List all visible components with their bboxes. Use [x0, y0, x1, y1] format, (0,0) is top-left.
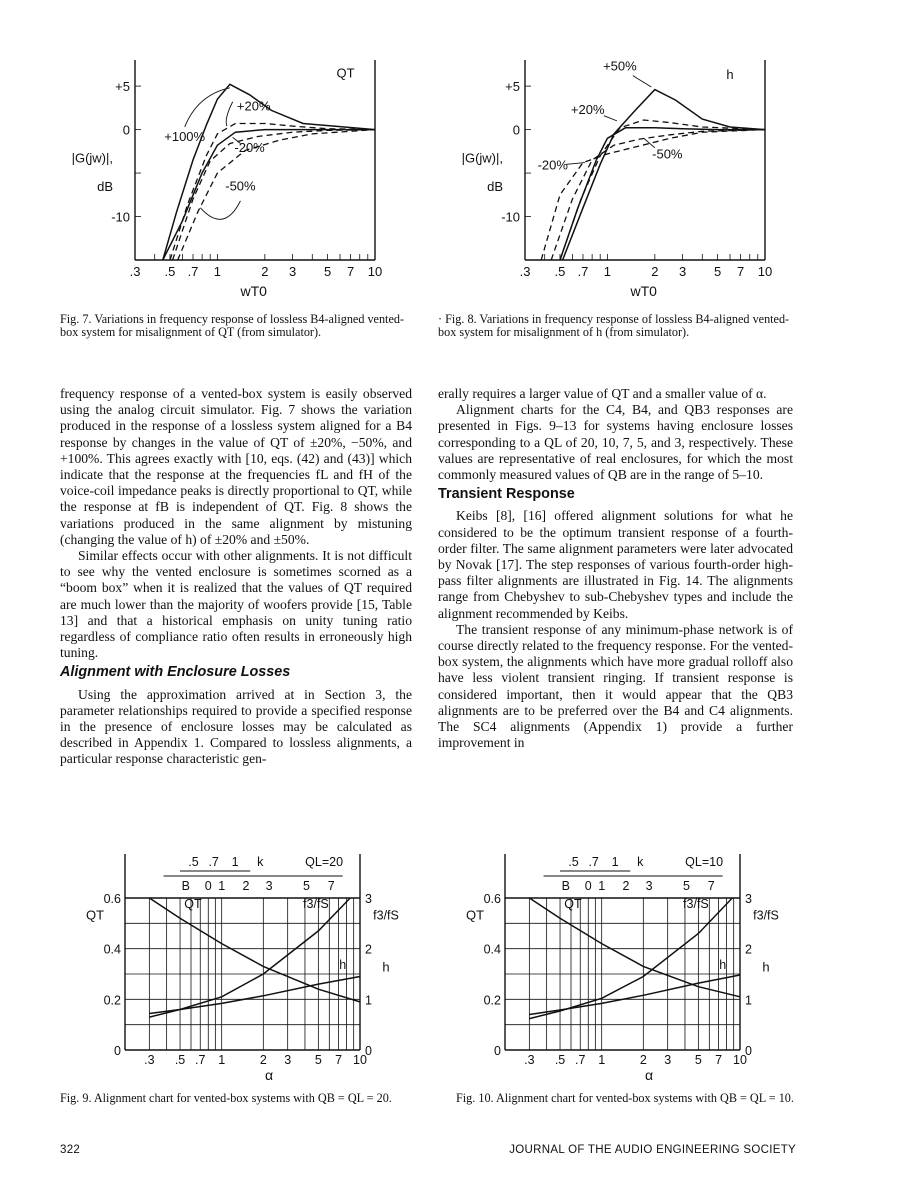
- top-scale-b-label: 2: [622, 879, 630, 893]
- x-tick-label: 7: [346, 264, 355, 279]
- top-scale-b-label: 7: [707, 879, 715, 893]
- figure-7: [71, 55, 400, 305]
- x-axis-label: wT0: [630, 283, 657, 299]
- y-tick-label: 0.2: [483, 993, 501, 1008]
- y-tick-label: 0: [122, 122, 130, 138]
- series-label: f3/fS: [683, 897, 709, 912]
- right-paragraph-4: The transient response of any minimum-phase network is of course directly related to the frequency response. For the vented-box system, the alignments which have more gradual rolloff also have less violent transient ringing. If transient response is considered important, then it would appear that the QB3 alignments are to be preferred over the B4 and C4 alignments. The SC4 alignments (Appendix 1) provide a further improvement in: [438, 621, 793, 751]
- curve-qt: [529, 898, 740, 997]
- top-scale-b-label: 0: [584, 879, 592, 893]
- x-tick-label: 10: [353, 1053, 367, 1067]
- annotation-label: +20%: [570, 101, 605, 117]
- x-tick-label: .5: [174, 1053, 186, 1067]
- y2-tick-label: 3: [745, 892, 752, 906]
- annotation-label: -50%: [652, 146, 683, 162]
- section-heading-enclosure-losses: Alignment with Enclosure Losses: [60, 664, 291, 681]
- y-tick-label: 0: [512, 122, 520, 138]
- x-tick-label: 2: [639, 1053, 647, 1067]
- fig10-caption: Fig. 10. Alignment chart for vented-box systems with QB = QL = 10.: [456, 1091, 794, 1105]
- annotation-label: -50%: [225, 178, 256, 194]
- fig8-chart: [461, 55, 790, 305]
- y-tick-label: +5: [505, 79, 520, 95]
- left-paragraph-1: frequency response of a vented-box system is easily observed using the analog circuit simulator. Fig. 7 shows the variation produced in the response of a lossless system aligned for a B4 response by changes in the value of QT of ±20%, −50%, and +100%. This agrees exactly with [10, eqs. (42) and (43)] which indicate that the response at the frequencies fL and fH of the voice-coil impedance peaks is directly proportional to QT, while the response at fB is independent of QT. Fig. 8 shows the variations produced in the same alignment by mistuning (changing the value of h) of ±20% and ±50%.: [60, 386, 412, 547]
- top-scale-b-label: 3: [645, 879, 653, 893]
- top-scale-k-label: .7: [208, 855, 219, 869]
- top-scale-k-label: 1: [611, 855, 619, 869]
- series-label: QT: [564, 897, 582, 912]
- top-scale-b-label: 1: [598, 879, 606, 893]
- x-tick-label: 7: [736, 264, 745, 279]
- x-tick-label: .5: [164, 264, 176, 279]
- x-tick-label: .5: [554, 1053, 566, 1067]
- x-tick-label: 3: [284, 1053, 292, 1067]
- journal-name: JOURNAL OF THE AUDIO ENGINEERING SOCIETY: [509, 1144, 796, 1156]
- top-scale-b-label: B: [181, 879, 190, 893]
- curve--50-: [178, 130, 375, 260]
- annotation-leader: [633, 76, 651, 87]
- top-scale-k-label: .5: [568, 855, 579, 869]
- left-column: [60, 386, 412, 768]
- y2-axis-label: f3/fS: [373, 908, 399, 923]
- series-label: h: [719, 957, 727, 972]
- y-axis-label: |G(jw)|,: [461, 150, 503, 166]
- right-column: [438, 386, 793, 751]
- figure-10: [460, 850, 790, 1090]
- top-scale-k-label: .5: [188, 855, 199, 869]
- top-scale-b-label: 2: [242, 879, 250, 893]
- y2-axis-label-h: h: [762, 959, 770, 975]
- curve-qt-nominal: [163, 130, 375, 260]
- top-scale-k-label: .7: [588, 855, 599, 869]
- annotation-leader: [226, 102, 232, 126]
- top-scale-b-label: 3: [265, 879, 273, 893]
- y-tick-label: 0.6: [483, 892, 501, 906]
- x-tick-label: 5: [694, 1053, 702, 1067]
- fig8-caption: · Fig. 8. Variations in frequency response of lossless B4-aligned vented-box system for misalignment of h (from simulator).: [438, 312, 790, 340]
- annotation-label: -20%: [537, 157, 568, 173]
- x-tick-label: .3: [129, 264, 141, 279]
- y-axis-label: |G(jw)|,: [71, 150, 113, 166]
- y-tick-label: 0: [114, 1044, 121, 1058]
- curve-h: [149, 977, 360, 1014]
- curve--20-: [170, 124, 375, 261]
- x-tick-label: .7: [187, 264, 199, 279]
- x-tick-label: .7: [577, 264, 589, 279]
- top-scale-b-label: 0: [204, 879, 212, 893]
- y-axis-label-unit: dB: [487, 178, 503, 194]
- x-tick-label: 5: [713, 264, 722, 279]
- annotation-leader: [200, 201, 240, 219]
- top-scale-k-label: 1: [231, 855, 239, 869]
- y2-tick-label: 1: [745, 993, 752, 1008]
- x-tick-label: 1: [603, 264, 612, 279]
- right-paragraph-2: Alignment charts for the C4, B4, and QB3 responses are presented in Figs. 9–13 for systems having enclosure losses corresponding to a QL of 20, 10, 7, 5, and 3, respectively. These values are representative of real enclosures, for which the most commonly measured values of QB are in the range of 5–10.: [438, 402, 793, 483]
- series-label: QT: [184, 897, 202, 912]
- page-number: 322: [60, 1144, 81, 1156]
- curve-qt: [149, 898, 360, 1002]
- annotation-leader: [604, 116, 617, 121]
- x-tick-label: 5: [314, 1053, 322, 1067]
- y-tick-label: 0.6: [103, 892, 121, 906]
- x-tick-label: 1: [218, 1053, 226, 1067]
- x-tick-label: .5: [554, 264, 566, 279]
- x-tick-label: 3: [678, 264, 687, 279]
- curve--20-: [173, 130, 375, 260]
- x-axis-label: wT0: [240, 283, 267, 299]
- x-tick-label: 7: [335, 1053, 343, 1067]
- top-scale-b-label: 1: [218, 879, 226, 893]
- y-tick-label: 0.4: [483, 942, 501, 957]
- x-tick-label: 10: [367, 264, 383, 279]
- x-tick-label: 2: [651, 264, 659, 279]
- top-scale-k-label: k: [257, 855, 264, 869]
- x-tick-label: 2: [261, 264, 269, 279]
- x-axis-label: α: [644, 1067, 654, 1083]
- left-paragraph-3: Using the approximation arrived at in Section 3, the parameter relationships required to provide a specified response in the presence of enclosure losses may be calculated as described in Appendix 1. Compared to lossless alignments, a particular response characteristic gen-: [60, 686, 412, 767]
- x-tick-label: 1: [598, 1053, 606, 1067]
- y-tick-label: 0.2: [103, 993, 121, 1008]
- fig9-chart: [80, 850, 410, 1090]
- fig7-chart: [71, 55, 400, 305]
- top-scale-b-label: 7: [327, 879, 335, 893]
- x-tick-label: .3: [519, 264, 531, 279]
- y2-tick-label: 3: [365, 892, 372, 906]
- y-tick-label: +5: [115, 79, 130, 95]
- y2-axis-label-h: h: [382, 959, 390, 975]
- y2-tick-label: 1: [365, 993, 372, 1008]
- y2-tick-label: 0: [745, 1044, 752, 1058]
- x-tick-label: 10: [757, 264, 773, 279]
- legend-ql: QL=20: [305, 855, 344, 869]
- legend-ql: QL=10: [685, 855, 724, 869]
- x-tick-label: 3: [288, 264, 297, 279]
- annotation-label: +20%: [236, 98, 271, 114]
- fig7-caption: Fig. 7. Variations in frequency response of lossless B4-aligned vented-box system for misalignment of QT (from simulator).: [60, 312, 405, 340]
- series-label: h: [339, 957, 347, 972]
- right-paragraph-1: erally requires a larger value of QT and a smaller value of α.: [438, 386, 767, 401]
- annotation-label: h: [726, 67, 734, 83]
- series-label: f3/fS: [303, 897, 329, 912]
- y-axis-label-unit: dB: [97, 178, 113, 194]
- y-axis-label: QT: [465, 907, 485, 923]
- left-paragraph-2: Similar effects occur with other alignments. It is not difficult to see why the vented enclosure is sometimes scorned as a “boom box” when it is realized that the values of QT required are much lower than the majority of woofers provide [15, Table 13] and that a historical emphasis on unity tuning ratio regardless of compliance ratio often results in erroneously high tuning.: [60, 548, 412, 661]
- top-scale-b-label: 5: [682, 879, 690, 893]
- y-axis-label: QT: [85, 907, 105, 923]
- x-tick-label: .3: [524, 1053, 535, 1067]
- y-tick-label: -10: [111, 209, 130, 225]
- x-tick-label: 1: [213, 264, 222, 279]
- x-tick-label: 7: [715, 1053, 723, 1067]
- top-scale-b-label: B: [561, 879, 570, 893]
- annotation-label: +100%: [164, 128, 206, 144]
- fig9-caption: Fig. 9. Alignment chart for vented-box systems with QB = QL = 20.: [60, 1091, 392, 1105]
- annotation-label: QT: [336, 65, 355, 81]
- x-tick-label: 2: [259, 1053, 267, 1067]
- x-tick-label: 10: [733, 1053, 747, 1067]
- y2-axis-label: f3/fS: [753, 908, 779, 923]
- x-tick-label: .7: [195, 1053, 206, 1067]
- figure-8: [461, 55, 790, 305]
- right-paragraph-3: Keibs [8], [16] offered alignment solutions for what he considered to be the optimum transient response of a fourth-order filter. The same alignment parameters were later advocated by Novak [17]. The step responses of various fourth-order high-pass filter alignments are illustrated in Fig. 14. The alignments range from Chebyshev to sub-Chebyshev types and include the alignment recommended by Keibs.: [438, 508, 793, 621]
- x-tick-label: .7: [575, 1053, 586, 1067]
- y-tick-label: 0.4: [103, 942, 121, 957]
- x-tick-label: .3: [144, 1053, 155, 1067]
- annotation-label: +50%: [603, 58, 637, 74]
- y2-tick-label: 2: [365, 942, 372, 957]
- y-tick-label: 0: [494, 1044, 501, 1058]
- section-heading-transient-response: Transient Response: [438, 486, 575, 503]
- y2-tick-label: 2: [745, 942, 752, 957]
- y-tick-label: -10: [501, 209, 520, 225]
- top-scale-b-label: 5: [302, 879, 310, 893]
- annotation-label: -20%: [234, 140, 265, 156]
- x-tick-label: 3: [664, 1053, 672, 1067]
- y2-tick-label: 0: [365, 1044, 372, 1058]
- figure-9: [80, 850, 410, 1090]
- x-axis-label: α: [264, 1067, 274, 1083]
- top-scale-k-label: k: [637, 855, 644, 869]
- x-tick-label: 5: [323, 264, 332, 279]
- fig10-chart: [460, 850, 790, 1090]
